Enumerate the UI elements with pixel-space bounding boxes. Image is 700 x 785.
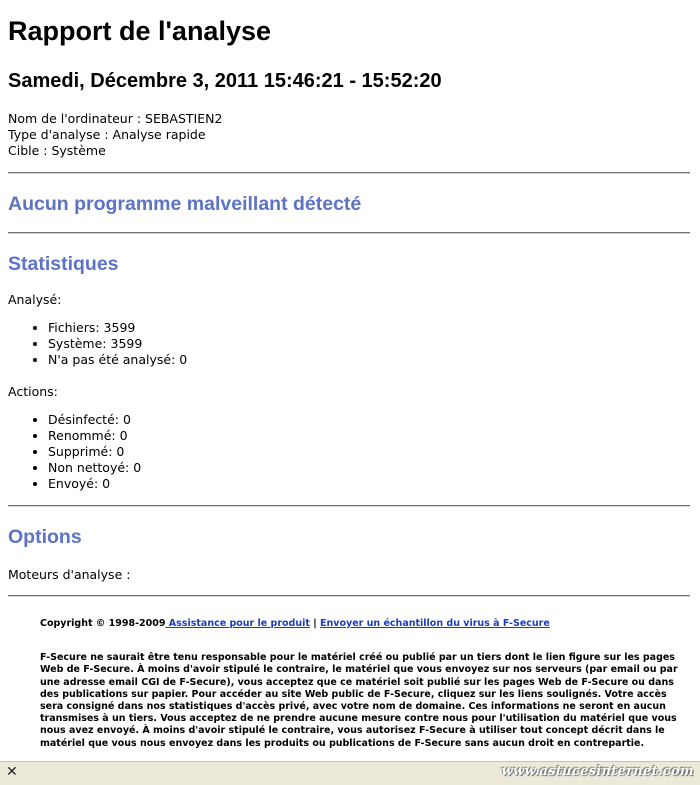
close-icon[interactable]: ✕ — [6, 764, 18, 780]
list-item: • Non nettoyé: 0 — [48, 460, 141, 476]
status-bar — [0, 761, 700, 785]
computer-name: Nom de l'ordinateur : SEBASTIEN2 — [8, 111, 223, 126]
list-item: • Supprimé: 0 — [48, 444, 141, 460]
list-item: • N'a pas été analysé: 0 — [48, 352, 187, 368]
footer — [40, 618, 684, 750]
list-item: • Désinfecté: 0 — [48, 412, 141, 428]
list-item: • Envoyé: 0 — [48, 476, 141, 492]
report-title: Rapport de l'analyse — [8, 16, 271, 46]
divider — [8, 505, 690, 507]
actions-label: Actions: — [8, 384, 58, 399]
disclaimer-text: F-Secure ne saurait être tenu responsable pour le matériel créé ou publié par un tiers dont le lien figure sur les pages Web de F-Secure. À moins d'avoir stipulé le contraire, le matériel que vous envoyez sur nos serveurs (par email ou par une adresse email CGI de F-Secure), vous acceptez que ce matériel soit publié sur les pages Web de F-Secure ou dans des publications sur papier. Pour accéder au site Web public de F-Secure, cliquez sur les liens soulignés. Votre accès sera consigné dans nos statistiques d'accès privé, avec votre nom de domaine. Ces informations ne seront en aucun transmises à un tiers. Vous acceptez de ne prendre aucune mesure contre nous pour l'utilisation du matériel que vous nous avez envoyé. À moins d'avoir stipulé le contraire, vous autorisez F-Secure à utiliser tout concept décrit dans le matériel que vous nous envoyez dans les produits ou publications de F-Secure sans aucun droit en contrepartie. — [40, 652, 678, 749]
actions-list — [32, 412, 141, 492]
divider — [8, 595, 690, 597]
divider — [8, 232, 690, 234]
scan-type: Type d'analyse : Analyse rapide — [8, 127, 206, 142]
scan-target: Cible : Système — [8, 143, 106, 158]
statistics-heading: Statistiques — [8, 253, 119, 275]
list-item: • Fichiers: 3599 — [48, 320, 187, 336]
divider — [8, 172, 690, 174]
copyright-line — [40, 618, 684, 630]
copyright-text: Copyright © 1998-2009 — [40, 618, 166, 629]
list-item: • Renommé: 0 — [48, 428, 141, 444]
submit-sample-link[interactable]: Envoyer un échantillon du virus à F-Secure — [320, 618, 550, 629]
analyzed-label: Analysé: — [8, 292, 62, 307]
link-separator: | — [313, 618, 317, 629]
product-support-link[interactable]: Assistance pour le produit — [165, 618, 310, 629]
watermark: www.astucesinternet.com — [501, 764, 694, 779]
scan-info — [8, 111, 222, 159]
report-datetime: Samedi, Décembre 3, 2011 15:46:21 - 15:52:20 — [8, 70, 442, 92]
engines-label: Moteurs d'analyse : — [8, 567, 131, 582]
list-item: • Système: 3599 — [48, 336, 187, 352]
options-heading: Options — [8, 526, 82, 548]
result-heading: Aucun programme malveillant détecté — [8, 193, 362, 215]
analyzed-list — [32, 320, 187, 368]
